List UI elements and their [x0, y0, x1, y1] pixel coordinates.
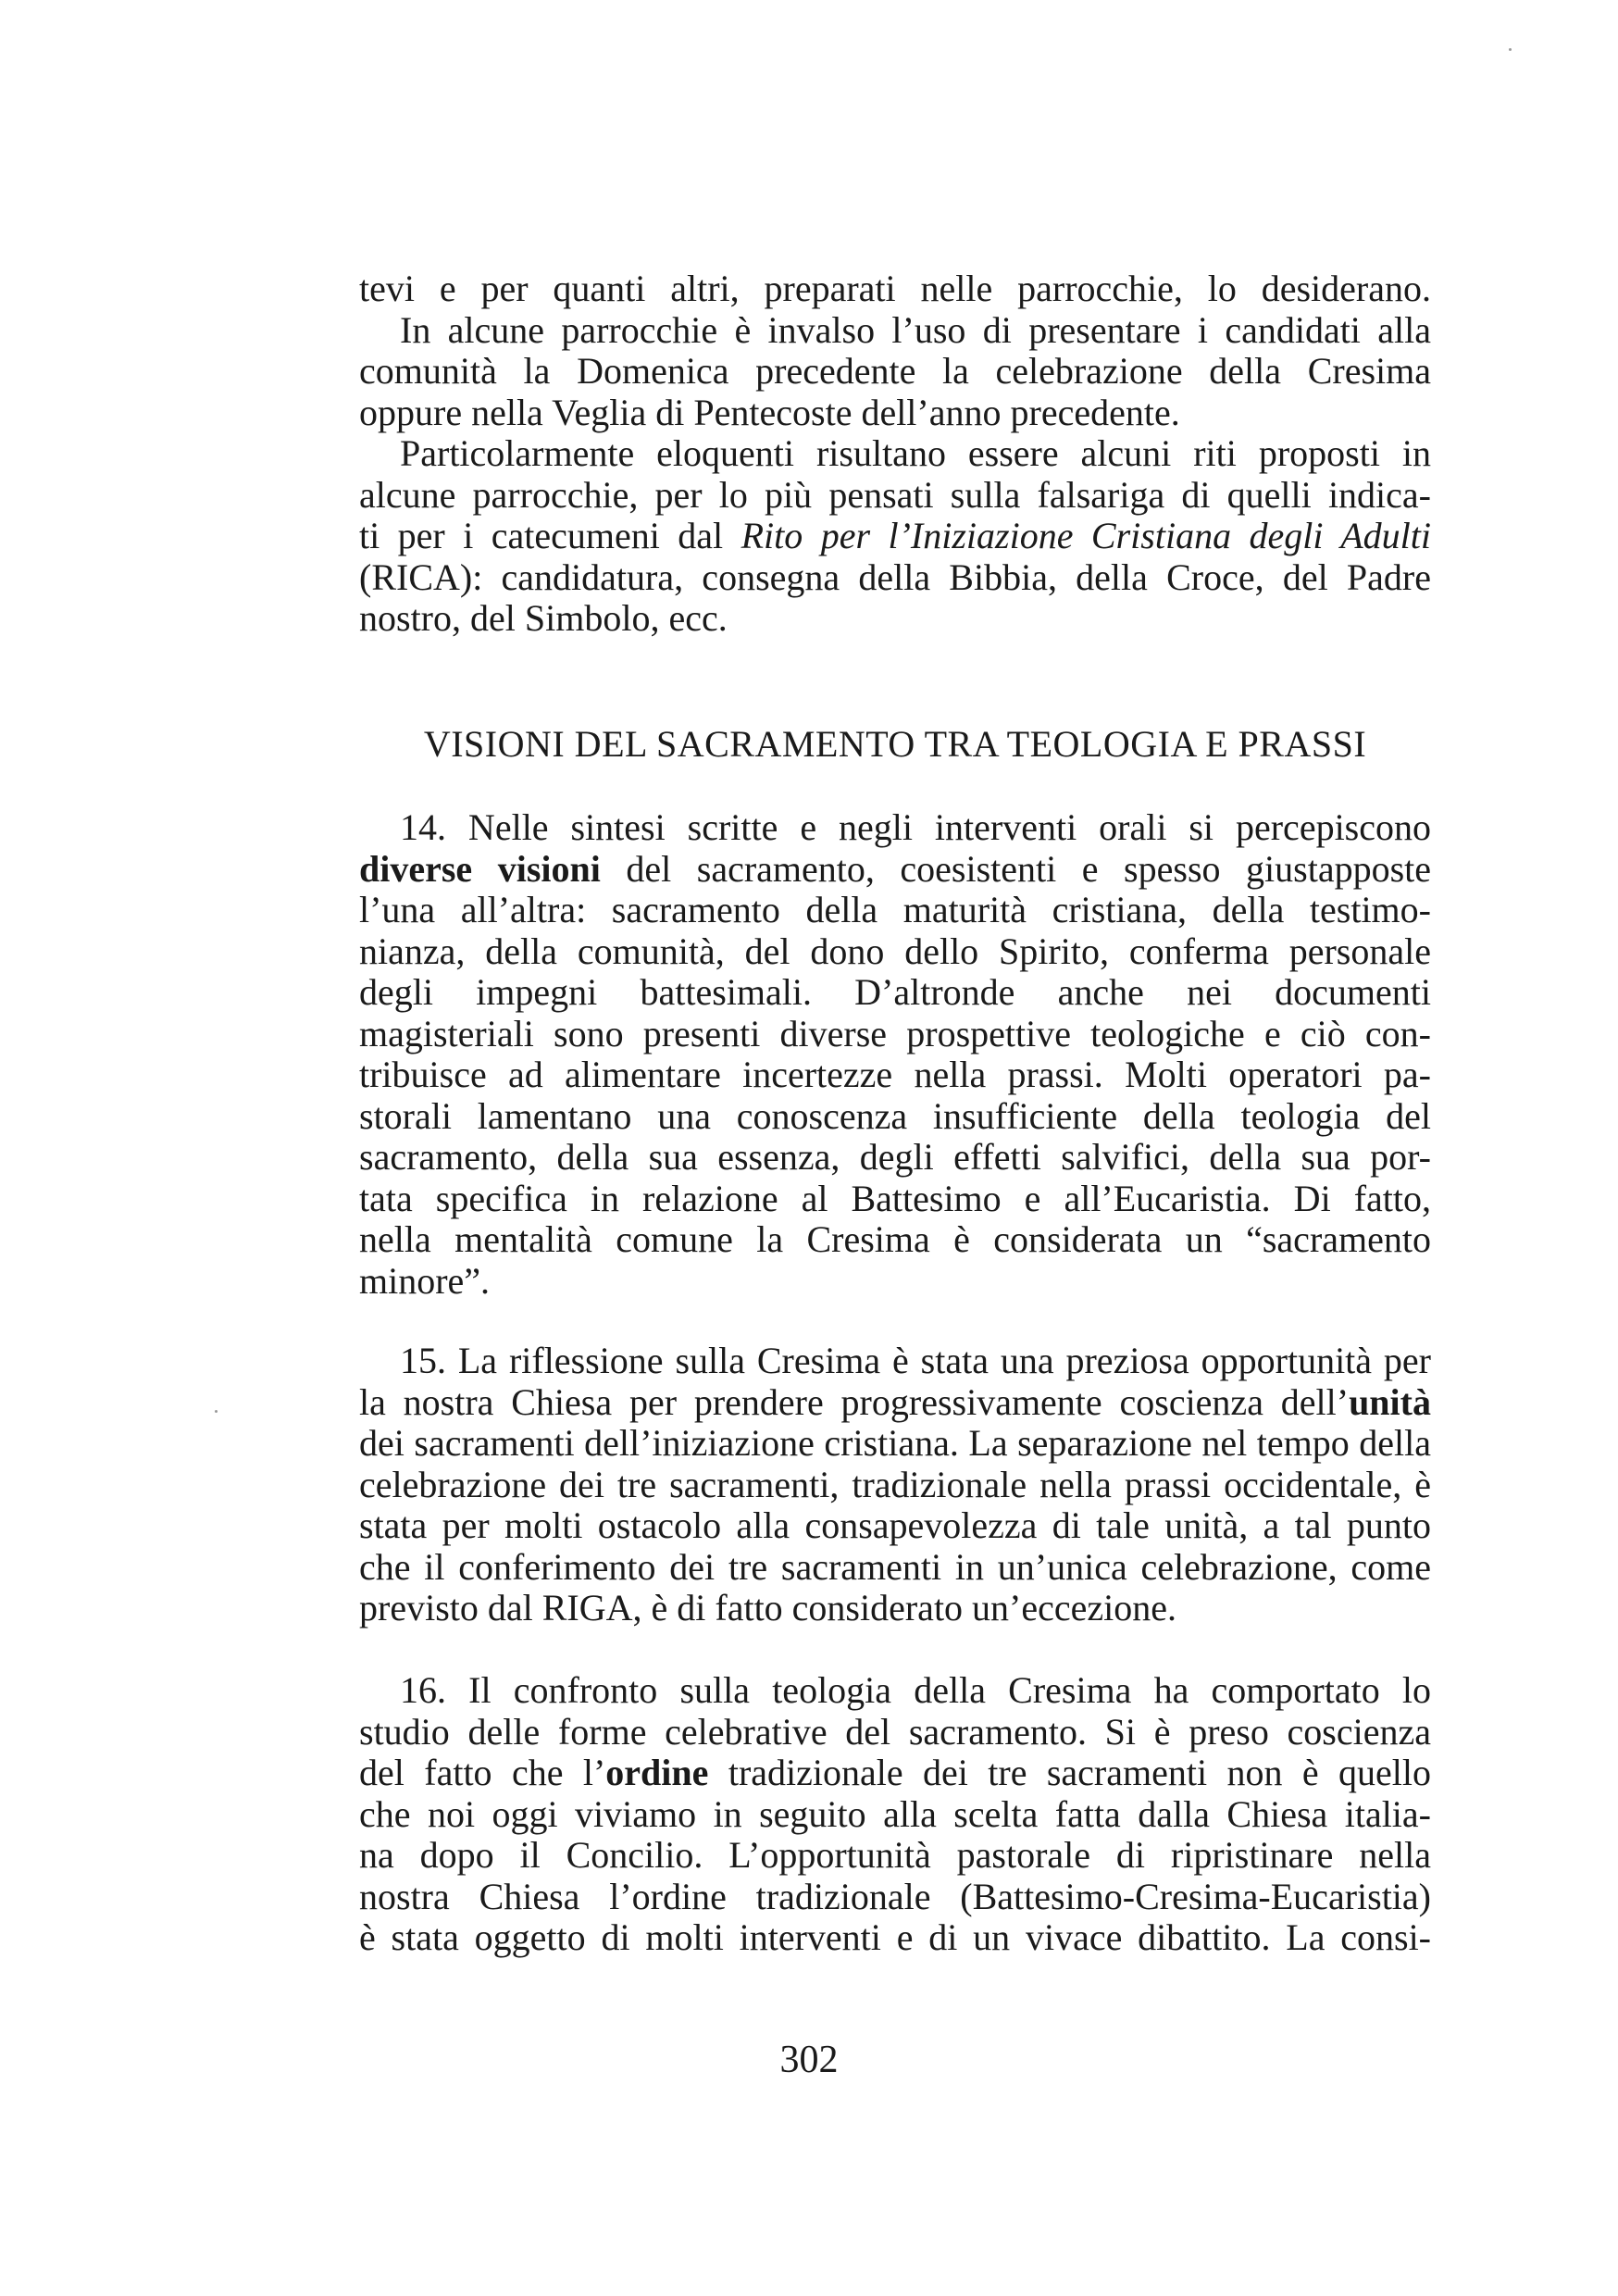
- text-run: del sacramento, coesistenti e spesso giustapposte: [626, 847, 1432, 890]
- bold-term: unità: [1349, 1380, 1431, 1423]
- text-run: ti per i catecumeni dal: [359, 515, 724, 556]
- text-line: [359, 1382, 1431, 1424]
- text-line: degli impegni battesimali. D’altronde anche nei documenti: [359, 971, 1431, 1013]
- text-run: del fatto che l’: [359, 1752, 606, 1793]
- paragraph-14: [359, 807, 1431, 1302]
- bold-term: ordine: [605, 1752, 709, 1793]
- scan-speck: [1509, 48, 1512, 51]
- text-line: stata per molti ostacolo alla consapevolezza di tale unità, a tal punto: [359, 1504, 1431, 1546]
- paragraph-16: [359, 1670, 1431, 1959]
- rica-title: Rito per l’Iniziazione Cristiana degli Adulti: [741, 515, 1431, 556]
- section-heading: VISIONI DEL SACRAMENTO TRA TEOLOGIA E PRASSI: [423, 723, 1367, 765]
- text-line: che il conferimento dei tre sacramenti in un’unica celebrazione, come: [359, 1545, 1431, 1588]
- bold-term: diverse visioni: [359, 847, 601, 890]
- text-line: magisteriali sono presenti diverse prospettive teologiche e ciò con-: [359, 1012, 1431, 1054]
- text-line: sacramento, della sua essenza, degli effetti salvifici, della sua por-: [359, 1136, 1431, 1178]
- text-line: Particolarmente eloquenti risultano essere alcuni riti proposti in: [400, 432, 1431, 474]
- text-line: che noi oggi viviamo in seguito alla scelta fatta dalla Chiesa italia-: [359, 1792, 1431, 1835]
- text-line: previsto dal RIGA, è di fatto considerato un’eccezione.: [359, 1587, 1177, 1628]
- text-line: storali lamentano una conoscenza insufficiente della teologia del: [359, 1094, 1431, 1137]
- text-run: la nostra Chiesa per prendere progressivamente coscienza dell’: [359, 1380, 1350, 1423]
- text-line: studio delle forme celebrative del sacramento. Si è preso coscienza: [359, 1710, 1431, 1753]
- text-line: tribuisce ad alimentare incertezze nella prassi. Molti operatori pa-: [359, 1054, 1431, 1095]
- text-line: nianza, della comunità, del dono dello Spirito, conferma personale: [359, 930, 1431, 972]
- text-line: dei sacramenti dell’iniziazione cristiana. La separazione nel tempo della: [359, 1422, 1431, 1464]
- text-line: tevi e per quanti altri, preparati nelle parrocchie, lo desiderano.: [359, 268, 1431, 309]
- paragraph-15: [359, 1341, 1431, 1629]
- text-line: [359, 849, 1431, 891]
- text-line: tata specifica in relazione al Battesimo e all’Eucaristia. Di fatto,: [359, 1177, 1431, 1219]
- text-line: 15. La riflessione sulla Cresima è stata una preziosa opportunità per: [400, 1340, 1431, 1381]
- text-line: nostro, del Simbolo, ecc.: [359, 597, 728, 639]
- intro-paragraphs: [359, 268, 1431, 640]
- text-line: nostra Chiesa l’ordine tradizionale (Battesimo-Cresima-Eucaristia): [359, 1875, 1431, 1917]
- text-line: nella mentalità comune la Cresima è considerata un “sacramento: [359, 1218, 1431, 1260]
- text-line: minore”.: [359, 1259, 491, 1302]
- text-line: [359, 1753, 1431, 1794]
- text-line: è stata oggetto di molti interventi e di un vivace dibattito. La consi-: [359, 1916, 1431, 1958]
- text-line: na dopo il Concilio. L’opportunità pastorale di ripristinare nella: [359, 1834, 1431, 1876]
- text-line: [359, 516, 1431, 557]
- text-run: tradizionale dei tre sacramenti non è quello: [728, 1752, 1432, 1793]
- text-line: celebrazione dei tre sacramenti, tradizionale nella prassi occidentale, è: [359, 1463, 1431, 1505]
- text-line: In alcune parrocchie è invalso l’uso di presentare i candidati alla: [400, 308, 1431, 351]
- page-number: 302: [779, 2039, 839, 2081]
- text-line: alcune parrocchie, per lo più pensati sulla falsariga di quelli indica-: [359, 473, 1431, 516]
- text-line: l’una all’altra: sacramento della maturità cristiana, della testimo-: [359, 889, 1431, 930]
- scan-speck: [215, 1410, 218, 1413]
- text-line: 16. Il confronto sulla teologia della Cresima ha comportato lo: [400, 1669, 1431, 1711]
- text-line: 14. Nelle sintesi scritte e negli interventi orali si percepiscono: [400, 806, 1431, 848]
- text-line: comunità la Domenica precedente la celebrazione della Cresima: [359, 350, 1431, 392]
- text-line: (RICA): candidatura, consegna della Bibbia, della Croce, del Padre: [359, 555, 1431, 598]
- text-line: oppure nella Veglia di Pentecoste dell’anno precedente.: [359, 391, 1180, 433]
